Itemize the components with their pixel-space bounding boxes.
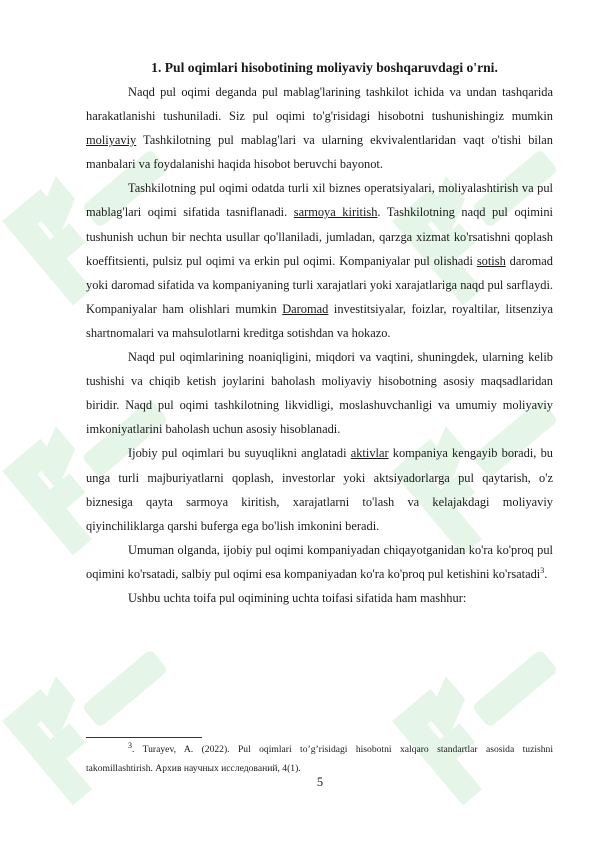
footnote-text: . Turayev, A. (2022). Pul oqimlari to’g’risidagi hisobotni xalqaro standartlar asosida tuzishni takomillashtirish. Архив научных исследований, 4(1). — [86, 744, 553, 774]
footnote-separator — [86, 737, 202, 738]
body-paragraph — [86, 80, 553, 176]
body-paragraph — [86, 586, 553, 610]
section-heading: 1. Pul oqimlari hisobotining moliyaviy boshqaruvdagi o'rni. — [151, 60, 498, 75]
footnote-marker: 3 — [128, 740, 132, 750]
text-run: Ijobiy pul oqimlari bu suyuqlikni anglatadi — [128, 446, 351, 461]
body-paragraph — [86, 538, 553, 586]
text-run: . Tashkilotning naqd pul oqimini tushunish uchun bir nechta usullar qo'llaniladi, jumladan, qarzga xizmat ko'rsatishni qoplash koeffitsienti, pulsiz pul oqimi va erkin pul oqimi. Kompaniyalar pul olishadi — [86, 205, 553, 268]
text-run: Naqd pul oqimi deganda pul mablag'larining tashkilot ichida va undan tashqarida harakatlanishi tushuniladi. Siz pul oqimi to'g'risidagi hisobotni tushunishingiz mumkin — [86, 85, 553, 124]
inline-link[interactable]: aktivlar — [350, 446, 389, 461]
text-run: investitsiyalar, foizlar, royaltilar, litsenziya shartnomalari va mahsulotlarni kreditga sotishdan va hokazo. — [86, 301, 553, 340]
paragraph-list — [86, 80, 553, 610]
text-run: daromad yoki daromad sifatida va kompaniyaning turli xarajatlari yoki xarajatlariga naqd pul sarflaydi. Kompaniyalar ham olishlari mumkin — [86, 253, 554, 316]
body-paragraph — [86, 345, 553, 441]
text-run: . — [544, 566, 548, 581]
text-run: Naqd pul oqimlarining noaniqligini, miqdori va vaqtini, shuningdek, ularning kelib tushishi va chiqib ketish joylarini baholash moliyaviy hisobotning asosiy maqsadlaridan biridir. Naqd pul oqimi tashkilotning likvidligi, moslashuvchanligi va umumiy moliyaviy imkoniyatlarini baholash uchun asosiy hisoblanadi. — [86, 350, 553, 437]
footnote — [86, 740, 553, 778]
inline-link[interactable]: moliyaviy — [86, 133, 137, 148]
footnote-reference[interactable]: 3 — [540, 565, 545, 575]
text-run: kompaniya kengayib boradi, bu unga turli majburiyatlarni qoplash, investorlar yoki aktsiyadorlarga pul qaytarish, o'z biznesiga qayta sarmoya kiritish, xarajatlarni to'lash va kelajakdagi moliyaviy qiyinchiliklarga qarshi buferga ega bo'lish imkonini beradi. — [86, 446, 553, 533]
text-run: Umuman olganda, ijobiy pul oqimi kompaniyadan chiqayotganidan ko'ra ko'proq pul oqimini ko'rsatadi, salbiy pul oqimi esa kompaniyadan ko'ra ko'proq pul ketishini ko'rsatadi — [86, 542, 553, 581]
inline-link[interactable]: Daromad — [282, 301, 329, 316]
text-run: Tashkilotning pul mablag'lari va ularning ekvivalentlaridan vaqt o'tishi bilan manbalari va foydalanishi haqida hisobot beruvchi bayonot. — [86, 133, 553, 172]
document-body — [86, 58, 553, 610]
body-paragraph — [86, 176, 553, 345]
text-run: Ushbu uchta toifa pul oqimining uchta toifasi sifatida ham mashhur: — [128, 590, 467, 605]
page-number: 5 — [316, 775, 324, 789]
inline-link[interactable]: sarmoya kiritish — [293, 205, 378, 220]
text-run: Tashkilotning pul oqimi odatda turli xil biznes operatsiyalari, moliyalashtirish va pul mablag'lari oqimi sifatida tasniflanadi. — [86, 181, 553, 220]
body-paragraph — [86, 441, 553, 537]
inline-link[interactable]: sotish — [476, 253, 506, 268]
